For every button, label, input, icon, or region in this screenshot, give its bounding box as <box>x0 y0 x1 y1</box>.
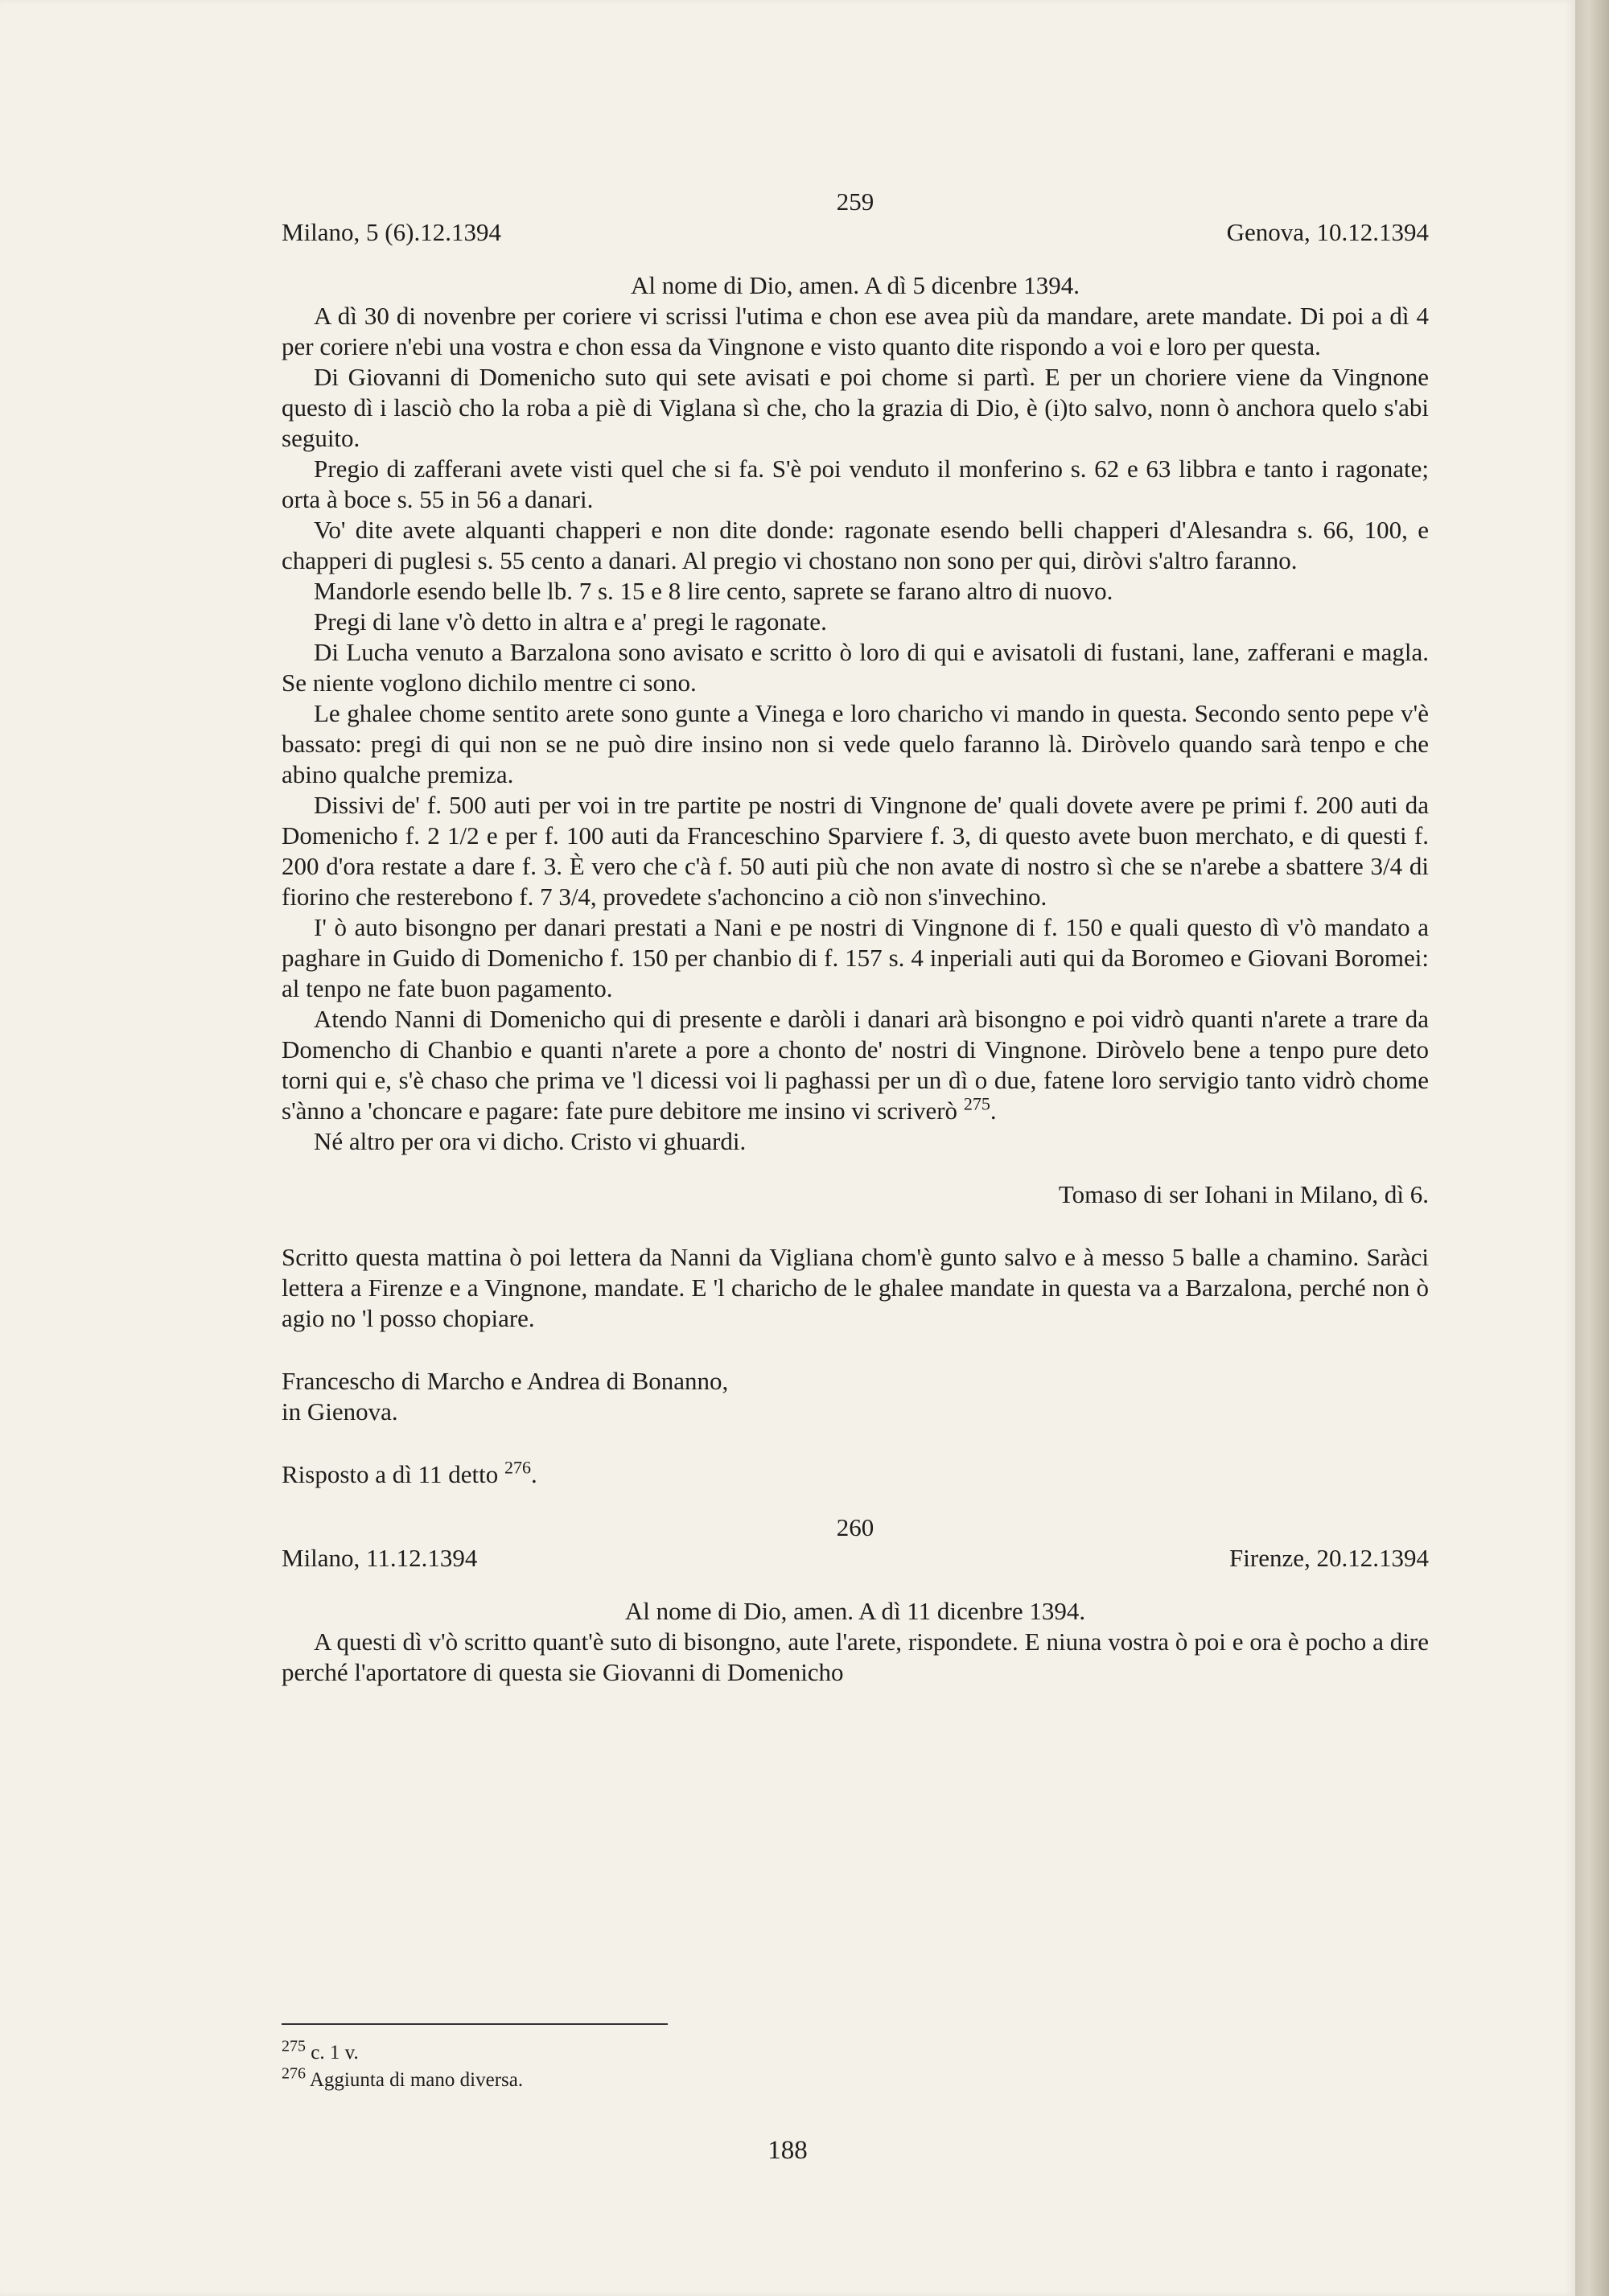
paragraph: Pregio di zafferani avete visti quel che si fa. S'è poi venduto il monferino s. 62 e 63 libbra e tanto i ragonate; orta à boce s. 55 in 56 a danari. <box>282 455 1429 513</box>
paragraph: Pregi di lane v'ò detto in altra e a' pregi le ragonate. <box>314 607 827 636</box>
postscript: Scritto questa mattina ò poi lettera da Nanni da Vigliana chom'è gunto salvo e à messo 5 balle a chamino. Saràci lettera a Firenze e a Vingnone, mandate. E 'l charicho de le ghalee mandate in questa va a Barzalona, perché non ò agio no 'l posso chopiare. <box>282 1243 1429 1332</box>
paragraph: A dì 30 di novenbre per coriere vi scrissi l'utima e chon ese avea più da mandare, arete mandate. Di poi a dì 4 per coriere n'ebi una vostra e chon essa da Vingnone e visto quanto dite rispondo a voi e loro per questa. <box>282 302 1429 360</box>
letter-origin: Milano, 5 (6).12.1394 <box>282 218 501 246</box>
address-line: in Gienova. <box>282 1397 398 1426</box>
address-line: Francescho di Marcho e Andrea di Bonanno, <box>282 1367 729 1395</box>
footnote: $^{276}$ Aggiunta di mano diversa. <box>282 2064 524 2091</box>
paragraph: Mandorle esendo belle lb. 7 s. 15 e 8 lire cento, saprete se farano altro di nuovo. <box>314 577 1113 605</box>
paragraph: I' ò auto bisongno per danari prestati a Nani e pe nostri di Vingnone di f. 150 e quali questo dì v'ò mandato a paghare in Guido di Domenicho f. 150 per chanbio di f. 157 s. 4 inperiali auti qui da Boromeo e Giovani Boromei: al tenpo ne fate buon pagamento. <box>282 913 1429 1002</box>
page-content <box>282 187 1429 1688</box>
paragraph: Dissivi de' f. 500 auti per voi in tre partite pe nostri di Vingnone de' quali dovete avere pe primi f. 200 auti da Domenicho f. 2 1/2 e per f. 100 auti da Franceschino Sparviere f. 3, di questo avete buon merchato, e di questi f. 200 d'ora restate a dare f. 3. È vero che c'à f. 50 auti più che non avate di nostro sì che se n'arebe a sbattere 3/4 di fiorino che resterebono f. 7 3/4, provedete s'achoncino a ciò non s'invechino. <box>282 791 1429 911</box>
letter-salutation: Al nome di Dio, amen. A dì 5 dicenbre 1394. <box>631 271 1080 299</box>
footnotes <box>282 2023 684 2094</box>
paragraph: Atendo Nanni di Domenicho qui di presente e daròli i danari arà bisongno e poi vidrò quanti n'arete a trare da Domencho di Chanbio e quanti n'arete a pore a chonto de' nostri di Vingnone. Diròvelo bene a tenpo pure deto torni qui e, s'è chaso che prima ve 'l dicessi voi li paghassi per un dì o due, fatene loro servigio tanto vidrò chome s'ànno a 'choncare e pagare: fate pure debitore me insino vi scriverò $^{275}$. <box>282 1005 1429 1125</box>
paragraph: Di Lucha venuto a Barzalona sono avisato e scritto ò loro di qui e avisatoli di fustani, lane, zafferani e magla. Se niente voglono dichilo mentre ci sono. <box>282 638 1429 697</box>
paragraph: Di Giovanni di Domenicho suto qui sete avisati e poi chome si partì. E per un choriere viene da Vingnone questo dì i lasciò cho la roba a piè di Viglana sì che, cho la grazia di Dio, è (i)to salvo, nonn ò anchora quelo s'abi seguito. <box>282 363 1429 452</box>
footnote-ref: 275 <box>963 1093 990 1114</box>
letter-number: 260 <box>836 1513 874 1541</box>
page-number: 188 <box>767 2136 808 2165</box>
paragraph: Né altro per ora vi dicho. Cristo vi ghuardi. <box>314 1127 747 1155</box>
footnote-rule <box>282 2023 668 2025</box>
paragraph: Vo' dite avete alquanti chapperi e non dite donde: ragonate esendo belli chapperi d'Alesandra s. 66, 100, e chapperi di puglesi s. 55 cento a danari. Al pregio vi chostano non sono per qui, diròvi s'altro faranno. <box>282 516 1429 574</box>
letter-salutation: Al nome di Dio, amen. A dì 11 dicenbre 1394. <box>624 1597 1086 1625</box>
letter-dateline <box>282 217 1429 248</box>
letter-origin: Milano, 11.12.1394 <box>282 1544 478 1572</box>
letter-signature: Tomaso di ser Iohani in Milano, dì 6. <box>1058 1180 1429 1208</box>
paragraph: A questi dì v'ò scritto quant'è suto di bisongno, aute l'arete, rispondete. E niuna vostra ò poi e ora è pocho a dire perché l'aportatore di questa sie Giovanni di Domenicho <box>282 1627 1429 1686</box>
footnote: $^{275}$ c. 1 v. <box>282 2037 359 2064</box>
paragraph-text: Atendo Nanni di Domenicho qui di presente e daròli i danari arà bisongno e poi vidrò quanti n'arete a trare da Domencho di Chanbio e quanti n'arete a pore a chonto de' nostri di Vingnone. Diròvelo bene a tenpo pure deto torni qui e, s'è chaso che prima ve 'l dicessi voi li paghassi per un dì o due, fatene loro servigio tanto vidrò chome s'ànno a 'choncare e pagare: fate pure debitore me insino vi scriverò <box>282 1005 1429 1125</box>
book-spine <box>1575 0 1609 2296</box>
letter-dateline <box>282 1543 1429 1574</box>
letter-destination: Firenze, 20.12.1394 <box>1229 1544 1429 1572</box>
paragraph: Le ghalee chome sentito arete sono gunte a Vinega e loro charicho vi mando in questa. Secondo sento pepe v'è bassato: pregi di qui non se ne può dire insino non si vede quelo faranno là. Diròvelo quando sarà tenpo e che abino qualche premiza. <box>282 699 1429 788</box>
letter-destination: Genova, 10.12.1394 <box>1226 218 1429 246</box>
letter-number: 259 <box>836 187 874 216</box>
reply-note: Risposto a dì 11 detto $^{276}$. <box>282 1457 537 1488</box>
footnote-ref: 276 <box>504 1457 531 1478</box>
